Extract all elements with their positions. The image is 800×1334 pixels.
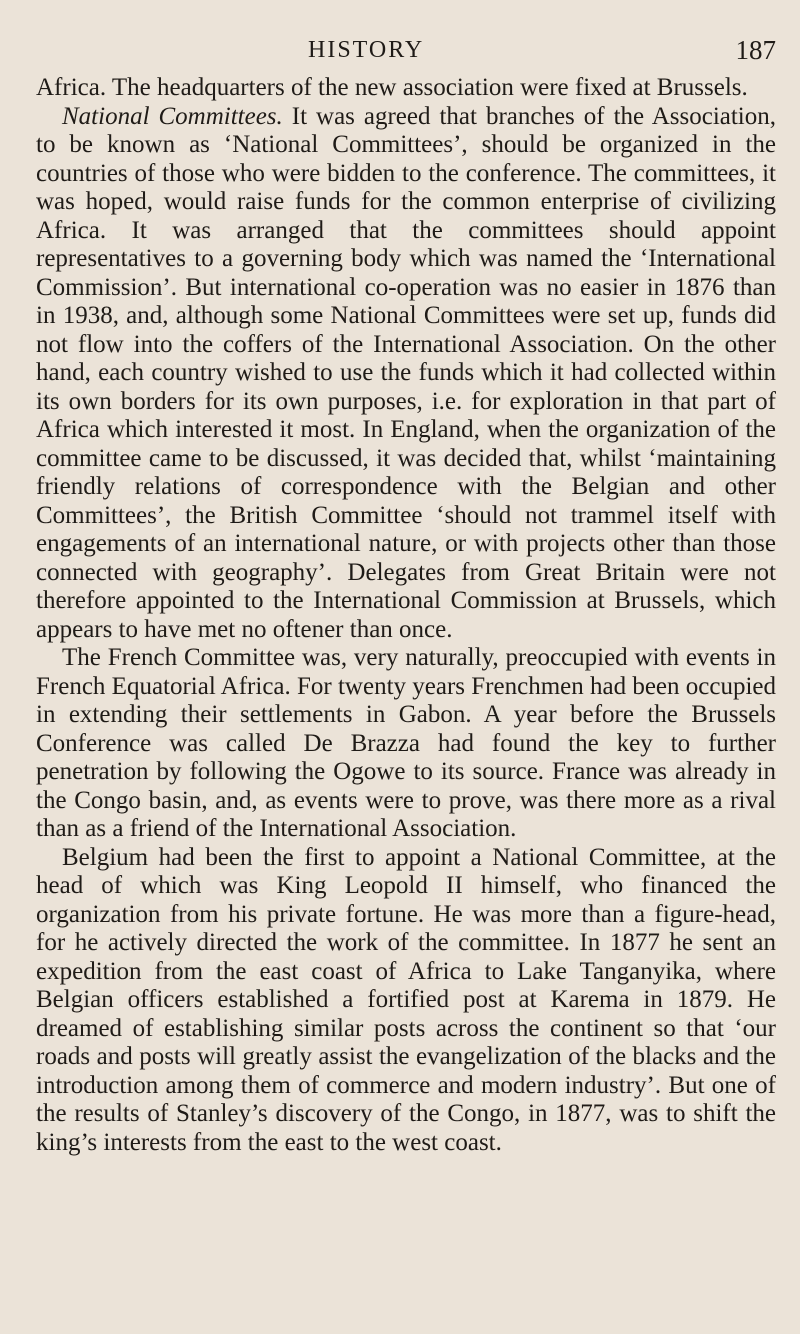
paragraph-text: Africa. The headquarters of the new association were fixed at Brussels. bbox=[36, 74, 748, 101]
paragraph-continuation bbox=[36, 74, 776, 103]
running-head-title: HISTORY bbox=[308, 37, 425, 63]
running-head bbox=[36, 36, 776, 74]
body-text bbox=[36, 74, 776, 1157]
paragraph-national-committees bbox=[36, 103, 776, 645]
paragraph-lead-italic: National Committees. bbox=[62, 102, 283, 130]
paragraph-text: Belgium had been the first to appoint a National Committee, at the head of which was King Leopold II himself, who financed the organization from his private fortune. He was more than a figure-head, for he actively directed the work of the committee. In 1877 he sent an expedition from the east coast of Africa to Lake Tanganyika, where Belgian officers established a fortified post at Karema in 1879. He dreamed of establishing similar posts across the continent so that ‘our roads and posts will greatly assist the evangelization of the blacks and the introduction among them of commerce and modern industry’. But one of the results of Stanley’s discovery of the Congo, in 1877, was to shift the king’s interests from the east to the west coast. bbox=[36, 843, 776, 1156]
paragraph-text: The French Committee was, very naturally, preoccupied with events in French Equatorial Africa. For twenty years Frenchmen had been occupied in extending their settlements in Gabon. A year before the Brussels Conference was called De Brazza had found the key to further penetration by following the Ogowe to its source. France was already in the Congo basin, and, as events were to prove, was there more as a rival than as a friend of the International Association. bbox=[36, 644, 777, 842]
paragraph-text: It was agreed that branches of the Association, to be known as ‘National Committees’, should be organized in the countries of those who were bidden to the conference. The committees, it was hoped, would raise funds for the common enterprise of civilizing Africa. It was arranged that the committees should appoint representatives to a governing body which was named the ‘International Commission’. But international co-operation was no easier in 1876 than in 1938, and, although some National Committees were set up, funds did not flow into the coffers of the International Association. On the other hand, each country wished to use the funds which it had collected within its own borders for its own purposes, i.e. for exploration in that part of Africa which interested it most. In England, when the organization of the committee came to be discussed, it was decided that, whilst ‘maintaining friendly relations of correspondence with the Belgian and other Committees’, the British Committee ‘should not trammel itself with engagements of an international nature, or with projects other than those connected with geography’. Delegates from Great Britain were not therefore appointed to the International Commission at Brussels, which appears to have met no oftener than once. bbox=[36, 102, 777, 643]
page-number: 187 bbox=[735, 35, 776, 65]
paragraph-belgium bbox=[36, 844, 776, 1158]
paragraph-french-committee bbox=[36, 644, 776, 844]
